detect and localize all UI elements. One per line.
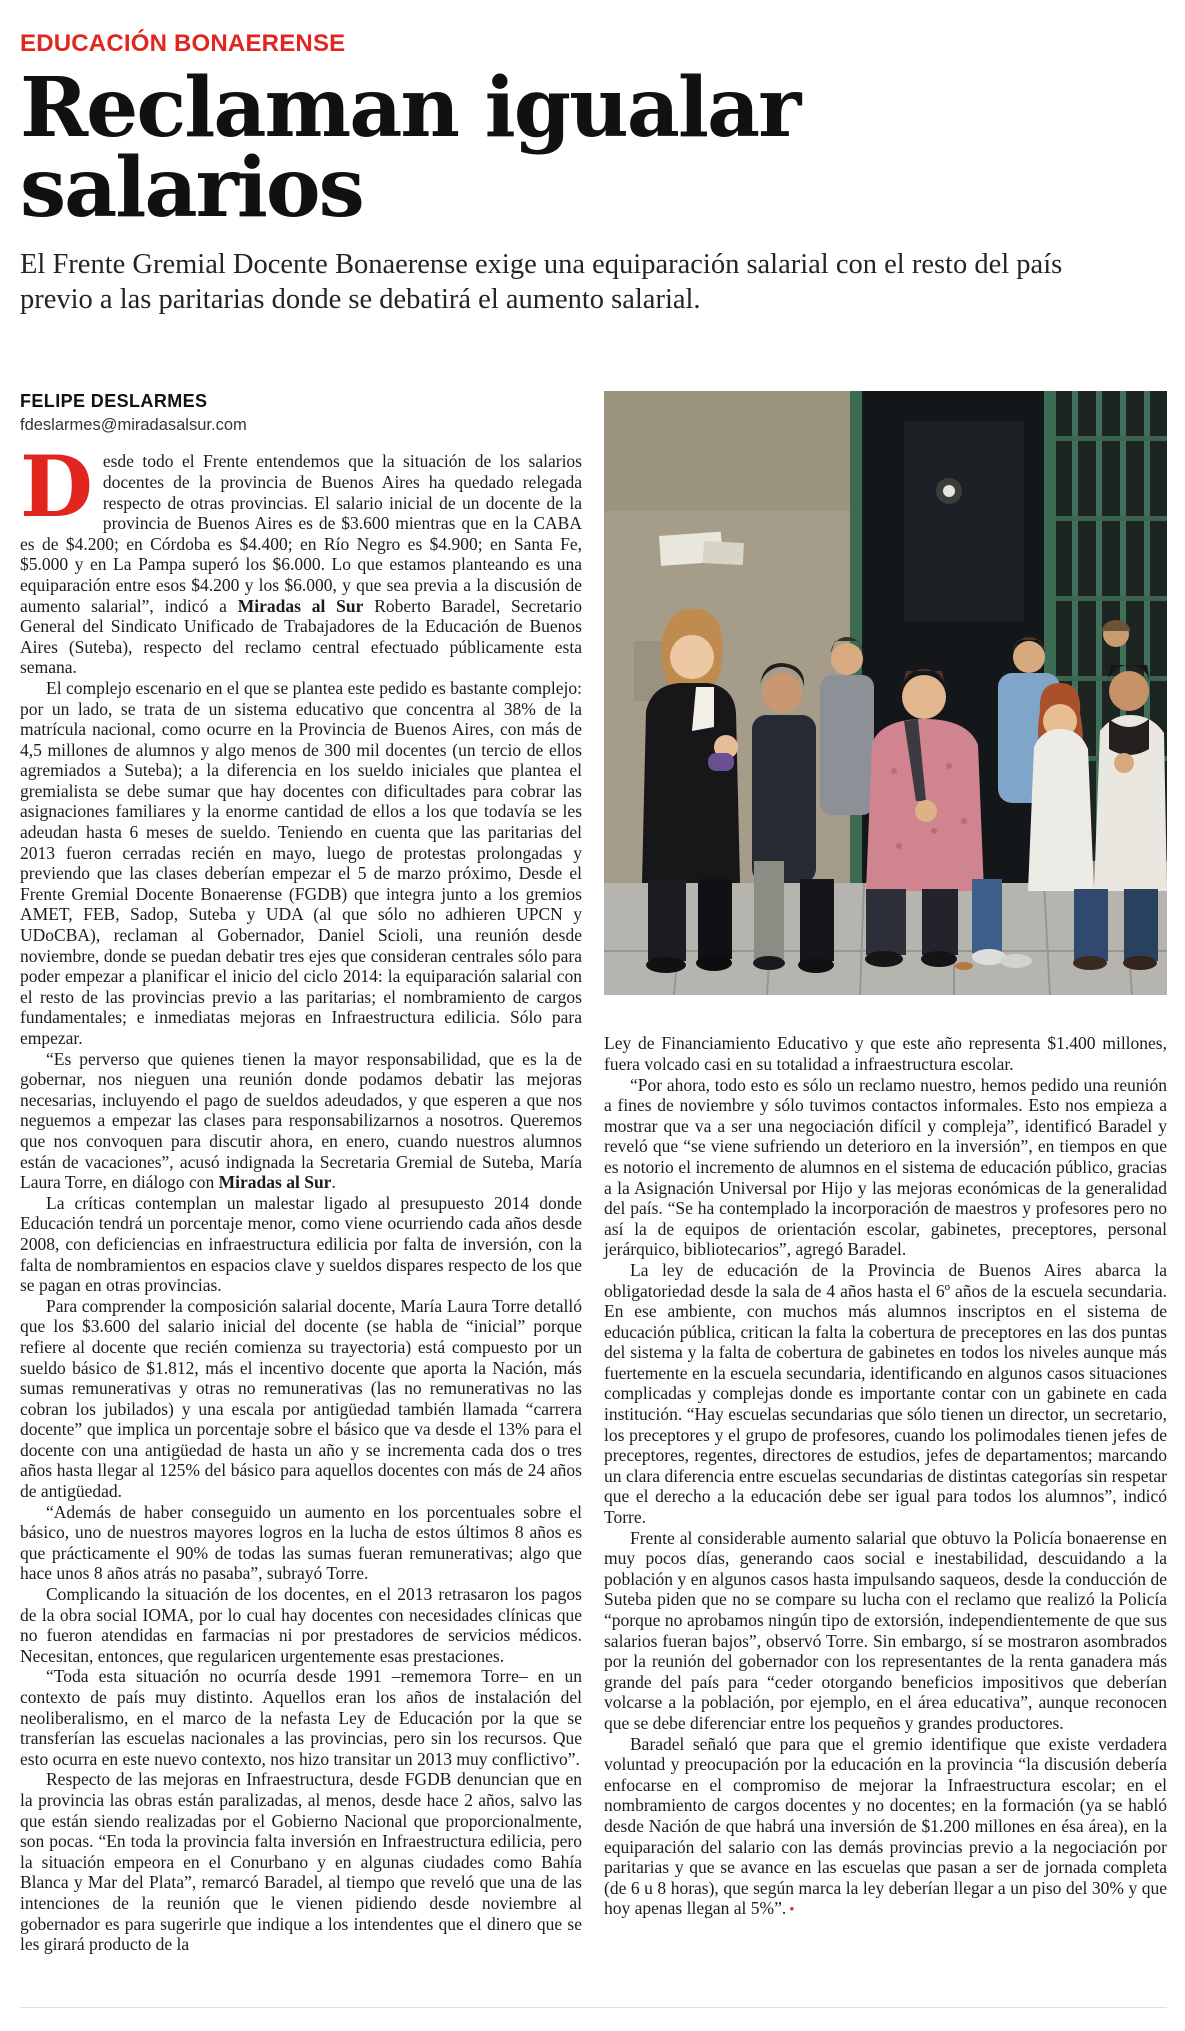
body-paragraph: La ley de educación de la Provincia de Buenos Aires abarca la obligatoriedad desde la sala de 4 años hasta el 6º años de la escuela secundaria. En ese ambiente, con muchos más alumnos inscriptos en el sistema de educación pública, critican la falta la cobertura de preceptores en las dos puntas del sistema y la falta de cobertura de gabinetes en todos los niveles aunque más fuertemente en la escuela secundaria, identificando en algunos casos situaciones complicadas y complejas donde es importante contar con un gabinete en cada institución. “Hay escuelas secundarias que sólo tienen un director, un secretario, los preceptores y el grupo de profesores, cuando los polimodales tienen jefes de preceptores, regentes, directores de estudios, jefes de departamentos; marcando un clara diferencia entre escuelas secundarias de distintas categorías sin respetar que el derecho a la educación debe ser igual para todos los alumnos”, indicó Torre. [604, 1259, 1167, 1528]
protest-photo [604, 391, 1167, 995]
body-paragraph: “Toda esta situación no ocurría desde 1991 –rememora Torre– en un contexto de país muy distinto. Aquellos eran los años de instalación del neoliberalismo, en el marco de la nefasta Ley de Educación por la que se transferían las escuelas nacionales a las provincias, pero sin los recursos. Que esto ocurra en este nuevo contexto, nos hizo transitar un 2013 muy conflictivo”. [20, 1666, 582, 1769]
byline-author: FELIPE DESLARMES [20, 391, 208, 412]
bottom-rule [20, 2007, 1167, 2008]
body-paragraph: El complejo escenario en el que se plantea este pedido es bastante complejo: por un lado, se trata de un sistema educativo que concentra al 38% de la matrícula nacional, como ocurre en la Provincia de Buenos Aires, con más de 4,5 millones de alumnos y algo menos de 300 mil docentes (un tercio de ellos agremiados a Suteba); a la diferencia en los sueldo iniciales que plantea el gremialista se debe sumar que hay docentes con dificultades para cobrar las asignaciones familiares y la enorme cantidad de ellos a los que todavía se les adeudan hasta 6 meses de sueldo. Teniendo en cuenta que las paritarias del 2013 fueron cerradas recién en mayo, luego de protestas prolongadas y previendo que las clases deberían empezar el 5 de marzo próximo, Desde el Frente Gremial Docente Bonaerense (FGDB) que integra junto a los gremios AMET, FEB, Sadop, Suteba y UDA (al que sólo no adhieren UPCN y UDoCBA), reclaman al Gobernador, Daniel Scioli, una reunión desde noviembre, donde se puedan debatir tres ejes que consideran centrales sólo para poder empezar a planificar el inicio del ciclo 2014: la equiparación salarial con el resto de las provincias previo a las paritarias; el nombramiento de cargos fundamentales; e inmediatas mejoras en Infraestructura edilicia. Sólo para empezar. [20, 677, 582, 1048]
article-body [20, 391, 1167, 1954]
body-paragraph: Frente al considerable aumento salarial que obtuvo la Policía bonaerense en muy pocos días, generando caos social e inestabilidad, descuidando a la población y en algunos casos hasta impulsando saqueos, desde la conducción de Suteba piden que no se compare su lucha con el reclamo que realizó la Policía “porque no aprobamos ningún tipo de extorsión, independientemente de que sus salarios fueran bajos”, observó Torre. Sin embargo, sí se mostraron asombrados por la reunión del gobernador con los representantes de la renta ganadera más grande del país para “ceder otorgando beneficios impositivos que deberían volcarse a la población, por ejemplo, en el área educativa”, aunque reconocen que se debe diferenciar entre los pequeños y grandes productores. [604, 1527, 1167, 1733]
deck: El Frente Gremial Docente Bonaerense exige una equiparación salarial con el resto del país previo a las paritarias donde se debatirá el aumento salarial. [20, 248, 1063, 316]
body-paragraph: Para comprender la composición salarial docente, María Laura Torre detalló que los $3.600 del salario inicial del docente (se habla de “inicial” porque refiere al docente que recién comienza su trayectoria) está compuesto por un sueldo básico de $1.812, más el incentivo docente que aporta la Nación, más sumas remunerativas y otras no remunerativas (las no remunerativas no las cobran los jubilados) y una escala por antigüedad también llamada “carrera docente” que implica un porcentaje sobre el básico que va desde el 13% para el docente con una antigüedad de hasta un año y se incrementa cada dos o tres años hasta llegar al 125% del básico para aquellos docentes con más de 24 años de antigüedad. [20, 1295, 582, 1502]
newspaper-page [0, 30, 1185, 2031]
body-paragraph: Complicando la situación de los docentes, en el 2013 retrasaron los pagos de la obra social IOMA, por lo cual hay docentes con necesidades clínicas que no fueron atendidas en farmacias ni por prestadores de servicios médicos. Necesitan, entonces, que regularicen urgentemente esas prestaciones. [20, 1584, 582, 1666]
left-column [20, 391, 582, 1954]
right-column [604, 391, 1167, 1921]
body-paragraph: “Además de haber conseguido un aumento en los porcentuales sobre el básico, uno de nuestros mayores logros en la lucha de estos últimos 8 años es que prácticamente el 90% de todas las sumas fueran remunerativas; algo que hace unos 8 años atrás no pasaba”, subrayó Torre. [20, 1501, 582, 1584]
headline: Reclaman igualar salarios [20, 60, 800, 237]
article-left-column-text [20, 437, 582, 1955]
body-paragraph: Ley de Financiamiento Educativo y que este año representa $1.400 millones, fuera volcado casi en su totalidad a infraestructura escolar. [604, 1033, 1167, 1074]
body-paragraph: La críticas contemplan un malestar ligado al presupuesto 2014 donde Educación tendrá un porcentaje menor, como viene ocurriendo cada años desde 2008, con deficiencias en infraestructura edilicia por falta de inversión, con la falta de nombramientos en espacios clave y sueldos dispares respecto de los que se pagan en otras provincias. [20, 1192, 582, 1296]
section-kicker: EDUCACIÓN BONAERENSE [20, 30, 346, 57]
body-paragraph: Desde todo el Frente entendemos que la situación de los salarios docentes de la provincia de Buenos Aires ha quedado relegada respecto de otras provincias. El salario inicial de un docente de la provincia de Buenos Aires es de $3.600 mientras que en la CABA es de $4.200; en Córdoba es $4.400; en Río Negro es $4.900; en Santa Fe, $5.000 y en La Pampa superó los $6.000. Lo que estamos planteando es una equiparación entre esos $4.200 y los $6.000, y que sea previa a la discusión de aumento salarial”, indicó a Miradas al Sur Roberto Baradel, Secretario General del Sindicato Unificado de Trabajadores de la Educación de Buenos Aires (Suteba), respecto del reclamo central efectuado públicamente esta semana. [20, 437, 582, 678]
drop-cap: D [20, 437, 93, 537]
article-end-mark: • [789, 1902, 795, 1919]
byline [20, 391, 582, 435]
byline-email: fdeslarmes@miradasalsur.com [20, 416, 247, 435]
body-paragraph: Respecto de las mejoras en Infraestructura, desde FGDB denuncian que en la provincia las obras están paralizadas, al menos, desde hace 2 años, salvo las que están siendo realizadas por el Gobierno Nacional que proporcionalmente, son pocas. “En toda la provincia falta inversión en Infraestructura edilicia, pero la situación empeora en el Conurbano y en algunas ciudades como Bahía Blanca y Mar del Plata”, remarcó Baradel, al tiempo que reveló que una de las intenciones de la reunión que le vienen pidiendo desde noviembre al gobernador es para sugerirle que indique a los intendentes que el dinero que se les girará producto de la [20, 1769, 582, 1955]
body-paragraph: Baradel señaló que para que el gremio identifique que existe verdadera voluntad y preocupación por la educación en la provincia “la discusión debería enfocarse en el compromiso de mejorar la Infraestructura escolar; en el nombramiento de cargos docentes y no docentes; en la formación (ya se habló desde Nación de que habrá una inversión de $1.200 millones en ésa área), en la equiparación del salario con las demás provincias previo a la negociación por paritarias y que se avance en las escuelas que pasan a ser de jornada completa (de 6 u 8 horas), que según marca la ley deberían llegar a un piso del 30% y que hoy apenas llegan al 5%”. • [604, 1733, 1167, 1919]
article-right-column-text [604, 1033, 1167, 1921]
body-paragraph: “Es perverso que quienes tienen la mayor responsabilidad, que es la de gobernar, nos nieguen una reunión donde podamos debatir las mejoras necesarias, incluyendo el pago de sueldos adeudados, y que esperen a que nos neguemos a empezar las clases para responsabilizarnos a nosotros. Queremos que nos convoquen para discutir ahora, en enero, cuando nuestros alumnos están de vacaciones”, acusó indignada la Secretaria Gremial de Suteba, María Laura Torre, en diálogo con Miradas al Sur. [20, 1048, 582, 1193]
body-paragraph: “Por ahora, todo esto es sólo un reclamo nuestro, hemos pedido una reunión a fines de noviembre y sólo tuvimos contactos informales. Esto nos empieza a mostrar que va a ser una negociación difícil y compleja”, identificó Baradel y reveló que “se viene sufriendo un deterioro en la inversión”, en tiempos en que es notorio el incremento de alumnos en el sistema de educación público, gracias a la Asignación Universal por Hijo y las mejoras económicas de la generalidad del país. “Se ha contemplado la incorporación de maestros y profesores pero no así la de equipos de orientación escolar, gabinetes, preceptores, personal jerárquico, bibliotecarios”, agregó Baradel. [604, 1074, 1167, 1260]
